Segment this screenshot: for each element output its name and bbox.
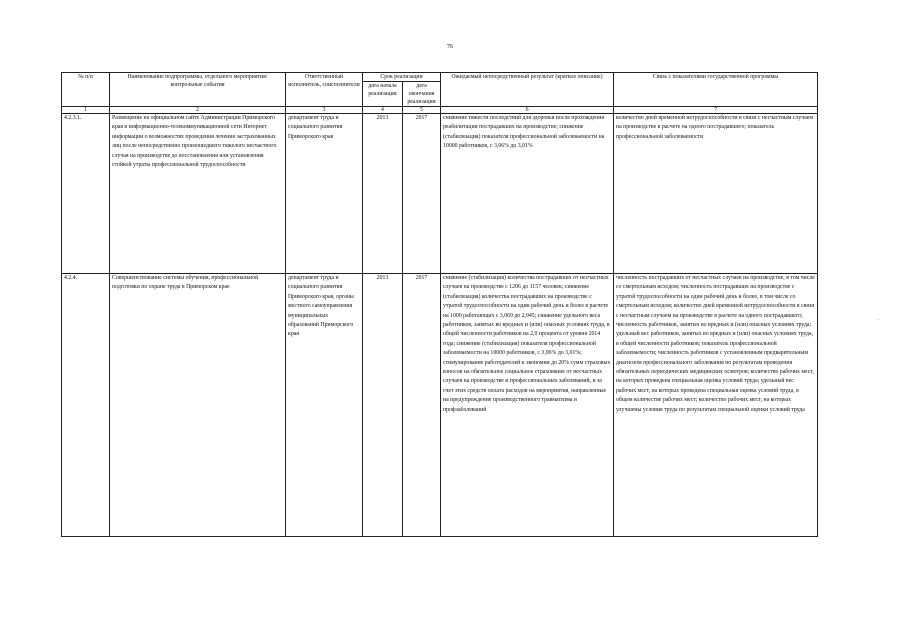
header-period-end: дата окончания реализации <box>403 82 441 107</box>
row-executor: департамент труда и социального развития Приморского края <box>286 114 363 274</box>
column-number: 4 <box>363 107 403 114</box>
row-end: 2017 <box>403 274 441 537</box>
table-row <box>62 274 818 537</box>
program-table <box>61 72 818 537</box>
row-start: 2013 <box>363 274 403 537</box>
row-result: снижение (стабилизация) количества пострадавших от несчастных случаев на производстве с 1206 до 1157 человек; снижение (стабилизация) количества пострадавших на производстве с утратой трудоспособности на один рабочий день и более в расчете на 1000 работающих с 3,069 до 2,945; снижение удельного веса работников, занятых во вредных и (или) опасных условиях труда, в общей численности работников на 2,0 процента от уровня 2014 года; снижение (стабилизация) показателя профессиональной заболеваемости на 10000 работников, с 3,06% до 3,01%; стимулирование работодателей к экономии до 20% сумм страховых взносов на обязательное социальное страхование от несчастных случаев на производстве и профессиональных заболеваний, и за счет этих средств оплата расходов на мероприятия, направленные на предупреждение производственного травматизма и профзаболеваний <box>441 274 614 537</box>
column-number: 7 <box>614 107 818 114</box>
header-period: Срок реализации <box>363 73 441 82</box>
row-link: количество дней временной нетрудоспособности в связи с несчастным случаем на производстве в расчете на одного пострадавшего; показатель профессиональной заболеваемости <box>614 114 818 274</box>
row-link: численность пострадавших от несчастных случаев на производстве, в том числе со смертельным исходом; численность пострадавших на производстве с утратой трудоспособности на один рабочий день и более, в том числе со смертельным исходом; количество дней временной нетрудоспособности в связи с несчастным случаем на производстве в расчете на одного пострадавшего; численность работников, занятых во вредных и (или) опасных условиях труда; удельный вес работников, занятых во вредных и (или) опасных условиях труда, в общей численности работников; показатель профессиональной заболеваемости; численность работников с установленным предварительным диагнозом профессионального заболевания по результатам проведения обязательных периодических медицинских осмотров; количество рабочих мест, на которых проведена специальная оценка условий труда; удельный вес рабочих мест, на которых проведена специальная оценка условий труда, в общем количестве рабочих мест; количество рабочих мест, на которых улучшены условия труда по результатам специальной оценки условий труда <box>614 274 818 537</box>
header-period-start: дата начала реализации <box>363 82 403 107</box>
row-num: 4.2.3.1. <box>62 114 110 274</box>
page-number: 76 <box>447 44 453 50</box>
row-name: Размещение на официальном сайте Администрации Приморского края в информационно-телекоммуникационной сети Интернет информации о возможностях проведения лечения застрахованных лиц после непосредственно произошедшего тяжелого несчастного случая на производстве до восстановления или установления стойкой утраты профессиональной трудоспособности <box>110 114 286 274</box>
column-number-row <box>62 107 818 114</box>
header-link: Связь с показателями государственной программы <box>614 73 818 107</box>
header-name: Наименование подпрограммы, отдельного мероприятия/ контрольные события <box>110 73 286 107</box>
row-executor: департамент труда и социального развития Приморского края, органы местного самоуправления муниципальных образований Приморского края <box>286 274 363 537</box>
header-executor: Ответственный исполнитель, соисполнители <box>286 73 363 107</box>
column-number: 2 <box>110 107 286 114</box>
column-number: 1 <box>62 107 110 114</box>
column-number: 5 <box>403 107 441 114</box>
row-end: 2017 <box>403 114 441 274</box>
column-number: 6 <box>441 107 614 114</box>
column-number: 3 <box>286 107 363 114</box>
row-name: Совершенствование системы обучения, профессиональной подготовки по охране труда в Приморском крае <box>110 274 286 537</box>
header-num: № п/п <box>62 73 110 107</box>
row-start: 2013 <box>363 114 403 274</box>
row-num: 4.2.4. <box>62 274 110 537</box>
margin-mark: · <box>878 318 880 323</box>
table-row <box>62 114 818 274</box>
row-result: снижение тяжести последствий для здоровья после прохождения реабилитации пострадавших на производстве; снижение (стабилизация) показателя профессиональной заболеваемости на 10000 работников, с 3,06% до 3,01% <box>441 114 614 274</box>
header-result: Ожидаемый непосредственный результат (краткое описание) <box>441 73 614 107</box>
